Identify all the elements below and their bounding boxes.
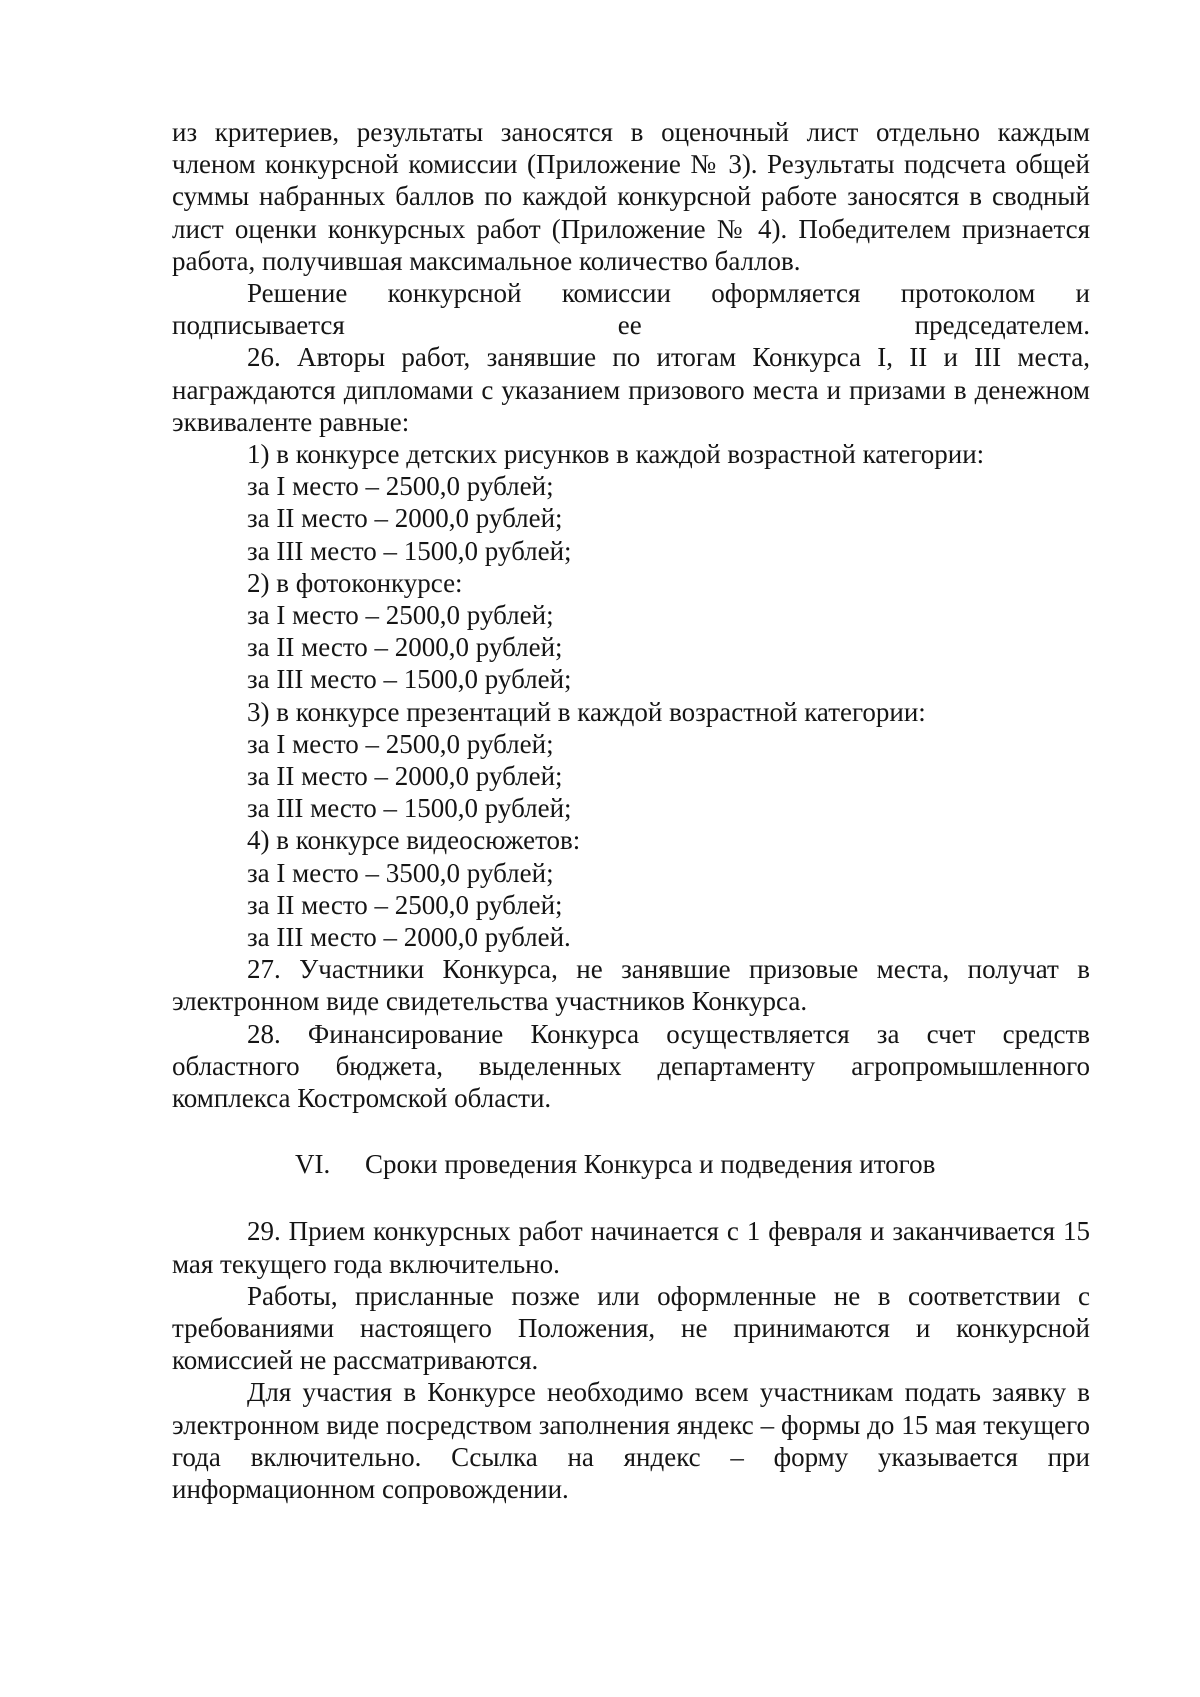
prize-line: за III место – 1500,0 рублей; [247,535,572,566]
section-number: VI. [295,1149,331,1180]
prize-line: за II место – 2000,0 рублей; [247,503,563,534]
prize-line: за III место – 1500,0 рублей; [247,793,572,824]
section-heading [172,1148,1090,1180]
prize-line: 1) в конкурсе детских рисунков в каждой возрастной категории: [247,439,985,470]
paragraph-26: 26. Авторы работ, занявшие по итогам Конкурса I, II и III места, награждаются дипломами с указанием призового места и призами в денежном эквиваленте равные: [172,342,1090,437]
prize-line: за I место – 2500,0 рублей; [247,471,554,502]
prize-line: за II место – 2500,0 рублей; [247,889,563,920]
paragraph-decision: Решение конкурсной комиссии оформляется протоколом и подписывается ее председателем. [172,278,1090,341]
prize-line: за II место – 2000,0 рублей; [247,761,563,792]
prize-line: 3) в конкурсе презентаций в каждой возрастной категории: [247,696,926,727]
paragraph-27: 27. Участники Конкурса, не занявшие призовые места, получат в электронном виде свидетельства участников Конкурса. [172,954,1090,1017]
prize-list [172,438,1090,953]
paragraph-criteria: из критериев, результаты заносятся в оценочный лист отдельно каждым членом конкурсной комиссии (Приложение № 3). Результаты подсчета общей суммы набранных баллов по каждой конкурсной работе заносятся в сводный лист оценки конкурсных работ (Приложение № 4). Победителем признается работа, получившая максимальное количество баллов. [172,117,1090,276]
section-title: Сроки проведения Конкурса и подведения итогов [365,1149,936,1180]
prize-line: за III место – 1500,0 рублей; [247,664,572,695]
prize-line: 2) в фотоконкурсе: [247,567,463,598]
paragraph-late-submissions: Работы, присланные позже или оформленные не в соответствии с требованиями настоящего Положения, не принимаются и конкурсной комиссией не рассматриваются. [172,1280,1090,1376]
paragraph-application: Для участия в Конкурсе необходимо всем участникам подать заявку в электронном виде посредством заполнения яндекс – формы до 15 мая текущего года включительно. Ссылка на яндекс – форму указывается при информационном сопровождении. [172,1377,1090,1504]
prize-line: за I место – 2500,0 рублей; [247,600,554,631]
prize-line: 4) в конкурсе видеосюжетов: [247,825,581,856]
prize-line: за I место – 2500,0 рублей; [247,728,554,759]
document-page [172,116,1090,1505]
paragraph-29: 29. Прием конкурсных работ начинается с 1 февраля и заканчивается 15 мая текущего года включительно. [172,1216,1090,1279]
paragraph-28: 28. Финансирование Конкурса осуществляется за счет средств областного бюджета, выделенных департаменту агропромышленного комплекса Костромской области. [172,1018,1090,1114]
prize-line: за III место – 2000,0 рублей. [247,922,571,953]
prize-line: за I место – 3500,0 рублей; [247,857,554,888]
prize-line: за II место – 2000,0 рублей; [247,632,563,663]
